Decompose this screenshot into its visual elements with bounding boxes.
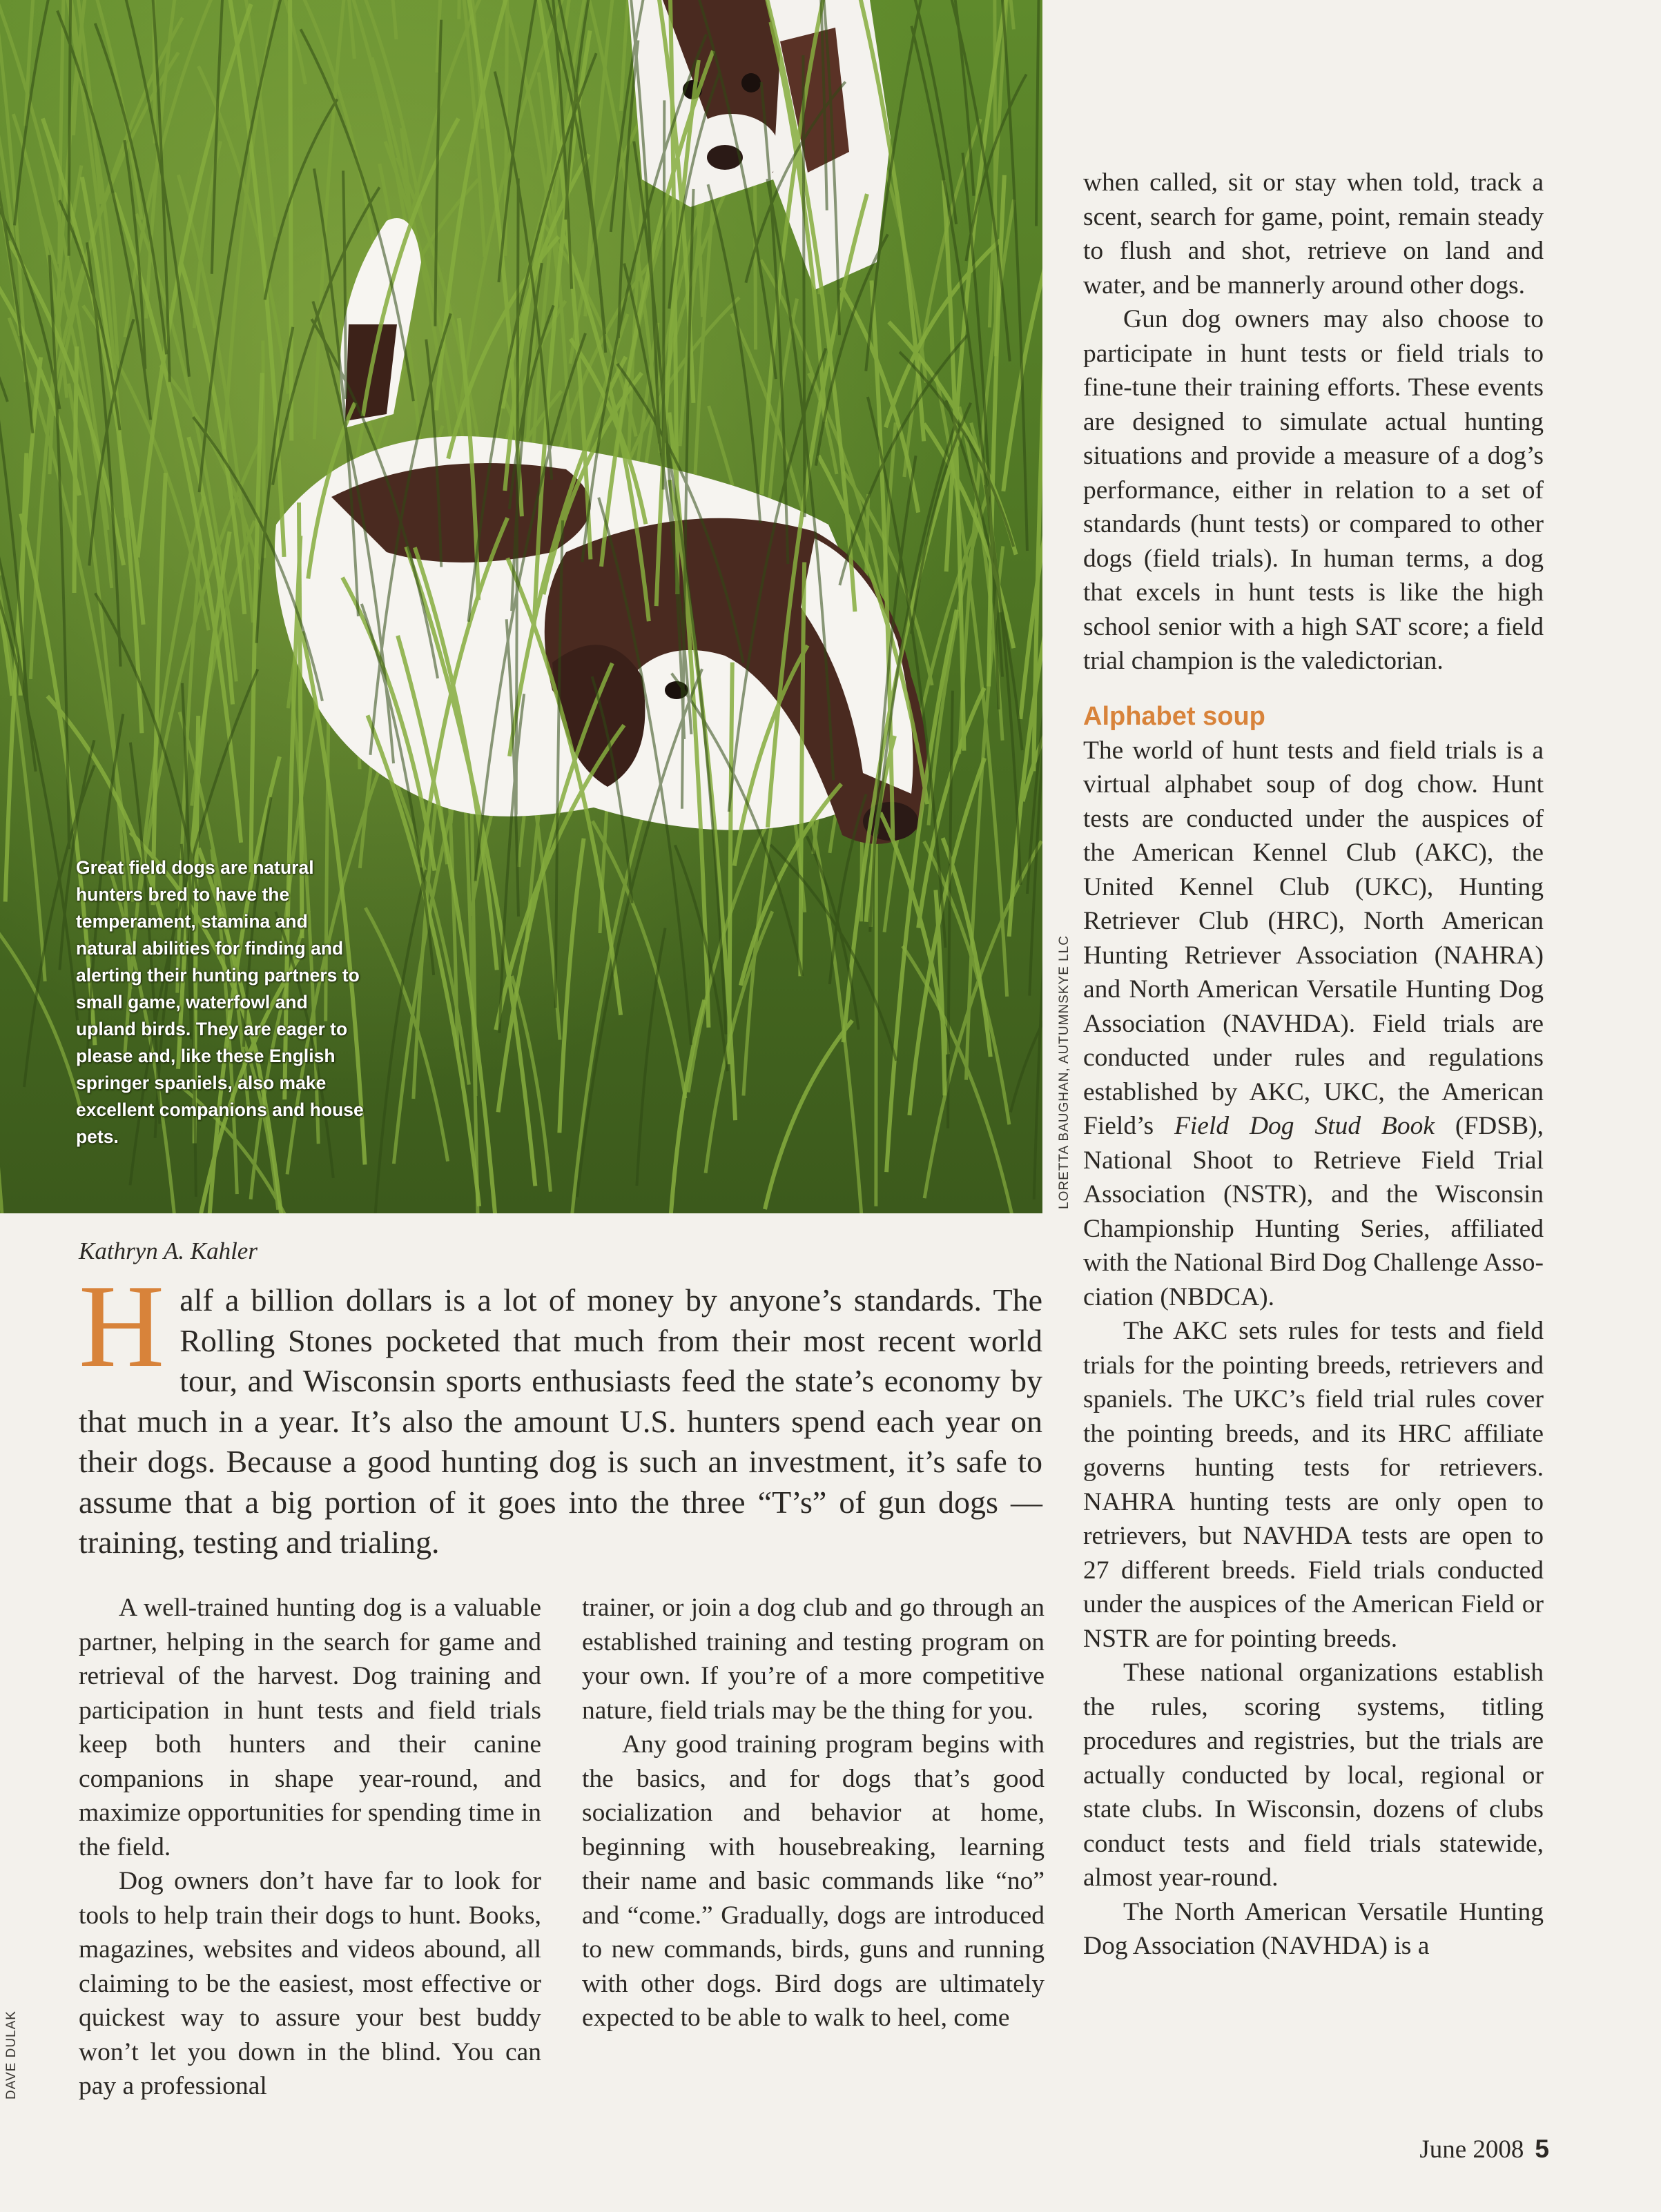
right-column-paragraph-4: The AKC sets rules for tests and field trials for the pointing breeds, retrievers and spaniels. The UKC’s field trial rules cover the pointing breeds, and its HRC affiliate governs hunting tests for retrievers. NAHRA hunting tests are only open to retrievers, but NAVHDA tests are open to 27 different breeds. Field trials conducted under the auspices of the American Field or NSTR are for pointing breeds. xyxy=(1083,1317,1544,1653)
column-1 xyxy=(79,1591,541,2104)
column-1-paragraph-1: A well-trained hunting dog is a valuable partner, helping in the search for game and retrieval of the harvest. Dog training and participation in hunt tests and field trials keep both hunters and their canine companions in shape year-round, and maximize opportunities for spending time in the field. xyxy=(79,1594,541,1861)
lead-text: alf a billion dollars is a lot of money by anyone’s standards. The Rolling Stones pocketed that much from their most recent world tour, and Wisconsin sports enthusiasts feed the state’s economy by that much in a year. It’s also the amount U.S. hunters spend each year on their dogs. Because a good hunting dog is such an investment, it’s safe to assume that a big portion of it goes into the three “T’s” of gun dogs — training, testing and trialing. xyxy=(79,1282,1042,1560)
side-photo-credit: DAVE DULAK xyxy=(4,2010,19,2100)
lead-paragraph xyxy=(79,1261,1042,1563)
section-subhead: Alphabet soup xyxy=(1083,701,1265,731)
grass-blade xyxy=(290,0,292,441)
right-column-paragraph-6: The North American Versatile Hunting Dog Association (NAVHDA) is a xyxy=(1083,1897,1544,1960)
issue-date: June 2008 xyxy=(1419,2135,1524,2164)
column-2-paragraph-2: Any good training program begins with the basics, and for dogs that’s good socialization and behavior at home, beginning with housebreaking, learning their name and basic commands like “no” and “come.” Gradually, dogs are introduced to new commands, birds, guns and running with other dogs. Bird dogs are ultimately expected to be able to walk to heel, come xyxy=(582,1730,1045,2032)
drop-cap: H xyxy=(79,1261,165,1392)
hero-photo xyxy=(0,0,1042,1213)
photo-credit: LORETTA BAUGHAN, AUTUMNSKYE LLC xyxy=(1057,934,1071,1209)
right-column-paragraph-2: Gun dog owners may also choose to participate in hunt tests or field trials to fine-tune their training efforts. These events are designed to simulate actual hunting situations and provide a measure of a dog’s performance, either in relation to a set of standards (hunt tests) or compared to other dogs (field trials). In human terms, a dog that excels in hunt tests is like the high school senior with a high SAT score; a field trial champion is the valedictorian. xyxy=(1083,305,1544,675)
page-footer xyxy=(1419,2135,1549,2164)
page-number: 5 xyxy=(1535,2135,1549,2163)
right-column-paragraph-5: These national organizations establish the rules, scoring systems, titling procedures and registries, but the trials are actually conducted by local, regional or state clubs. In Wisconsin, dozens of clubs conduct tests and field trials statewide, almost year-round. xyxy=(1083,1658,1544,1892)
column-2-paragraph-1: trainer, or join a dog club and go through an established training and testing program on your own. If you’re of a more competitive nature, field trials may be the thing for you. xyxy=(582,1594,1045,1725)
column-1-paragraph-2: Dog owners don’t have far to look for tools to help train their dogs to hunt. Books, magazines, websites and videos abound, all claiming to be the easiest, most effective or quickest way to assure your best buddy won’t let you down in the blind. You can pay a professional xyxy=(79,1867,541,2100)
alphabet-soup-text-b: (FDSB), National Shoot to Retrieve Field Trial Association (NSTR), and the Wisconsin Championship Hunting Series, affiliated with the National Bird Dog Challenge Association (NBDCA). xyxy=(1083,1112,1544,1311)
alphabet-soup-text-a: The world of hunt tests and field trials is a virtual alphabet soup of dog chow. Hunt tests are conducted under the auspices of the American Kennel Club (AKC), the United Kennel Club (UKC), Hunting Retriever Club (HRC), North American Hunting Retriever Association (NAHRA) and North American Versatile Hunting Dog Association (NAVHDA). Field trials are conducted under rules and regulations established by AKC, UKC, the American Field’s xyxy=(1083,736,1544,1140)
publication-title: Field Dog Stud Book xyxy=(1174,1112,1435,1140)
column-2 xyxy=(582,1591,1045,2035)
photo-caption: Great field dogs are natural hunters bred to have the temperament, stamina and natural abilities for finding and alerting their hunting partners to small game, waterfowl and upland birds. They are eager to please and, like these English springer spaniels, also make excellent companions and house pets. xyxy=(76,857,364,1147)
byline: Kathryn A. Kahler xyxy=(79,1237,258,1264)
right-column-paragraph-1: when called, sit or stay when told, track a scent, search for game, point, remain steady to flush and shot, retrieve on land and water, and be mannerly around other dogs. xyxy=(1083,168,1544,300)
grass-blade xyxy=(803,55,804,517)
right-column xyxy=(1083,166,1544,1964)
alphabet-soup-paragraph xyxy=(1083,734,1544,1315)
